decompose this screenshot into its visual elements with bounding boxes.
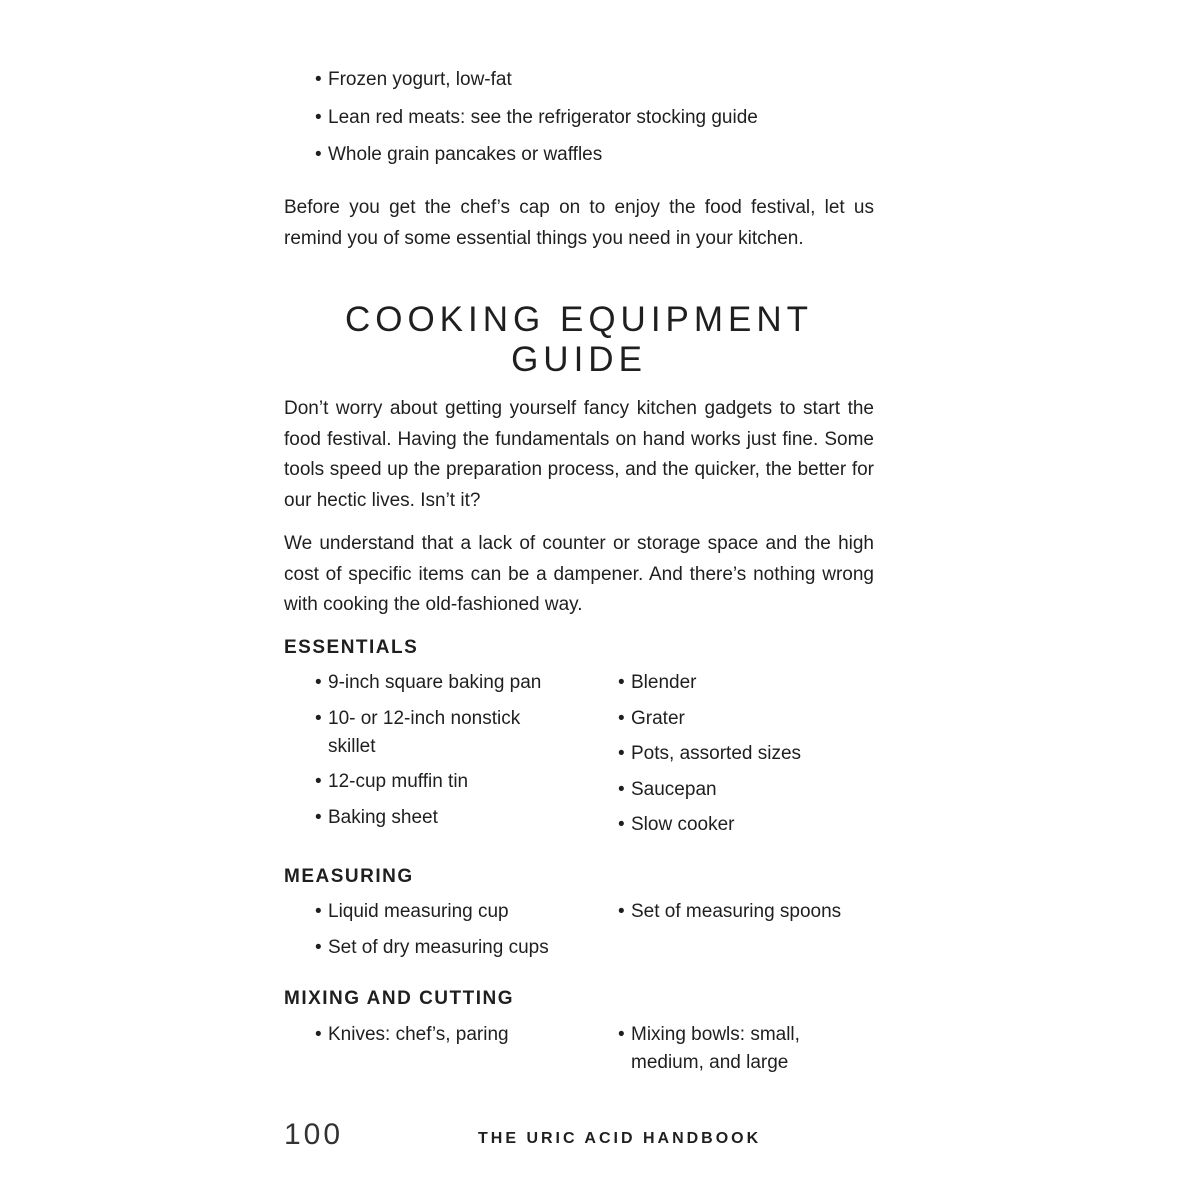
paragraph-gadgets: Don’t worry about getting yourself fancy kitchen gadgets to start the food festival. Having the fundamentals on hand works just fine. Some tools speed up the preparation process, and the quicker, the better for our hectic lives. Isn’t it? [284,398,874,511]
list-item: • Pots, assorted sizes [618,740,868,768]
list-item: • Whole grain pancakes or waffles [315,141,758,169]
list-item: • 10- or 12-inch nonstick skillet [315,705,555,761]
paragraph-space: We understand that a lack of counter or storage space and the high cost of specific items can be a dampener. And there’s nothing wrong with cooking the old-fashioned way. [284,533,874,615]
list-item: • Saucepan [618,776,868,804]
running-footer-title: THE URIC ACID HANDBOOK [478,1130,762,1147]
list-item: • Set of dry measuring cups [315,934,575,962]
book-page [284,0,874,1200]
mixing-title: MIXING AND CUTTING [284,988,515,1009]
list-item: • Lean red meats: see the refrigerator stocking guide [315,104,758,132]
essentials-title: ESSENTIALS [284,637,419,658]
top-food-list [315,66,758,179]
page-number: 100 [284,1118,344,1151]
list-item: • 9-inch square baking pan [315,669,555,697]
essentials-right-list [618,669,868,847]
list-item: • Grater [618,705,868,733]
heading-line-2: GUIDE [511,340,647,379]
intro-paragraph: Before you get the chef’s cap on to enjoy the food festival, let us remind you of some essential things you need in your kitchen. [284,197,874,249]
measuring-title: MEASURING [284,866,414,887]
heading-line-1: COOKING EQUIPMENT [344,300,814,339]
list-item: • Frozen yogurt, low-fat [315,66,758,94]
list-item: • Set of measuring spoons [618,898,868,926]
list-item: • Baking sheet [315,804,555,832]
measuring-left-list [315,898,575,969]
mixing-left-list [315,1021,575,1057]
mixing-right-list [618,1021,818,1085]
essentials-left-list [315,669,555,839]
list-item: • Mixing bowls: small, medium, and large [618,1021,818,1077]
list-item: • Slow cooker [618,811,868,839]
list-item: • Knives: chef’s, paring [315,1021,575,1049]
measuring-right-list [618,898,868,934]
list-item: • 12-cup muffin tin [315,768,555,796]
list-item: • Liquid measuring cup [315,898,575,926]
section-heading [284,300,874,380]
list-item: • Blender [618,669,868,697]
